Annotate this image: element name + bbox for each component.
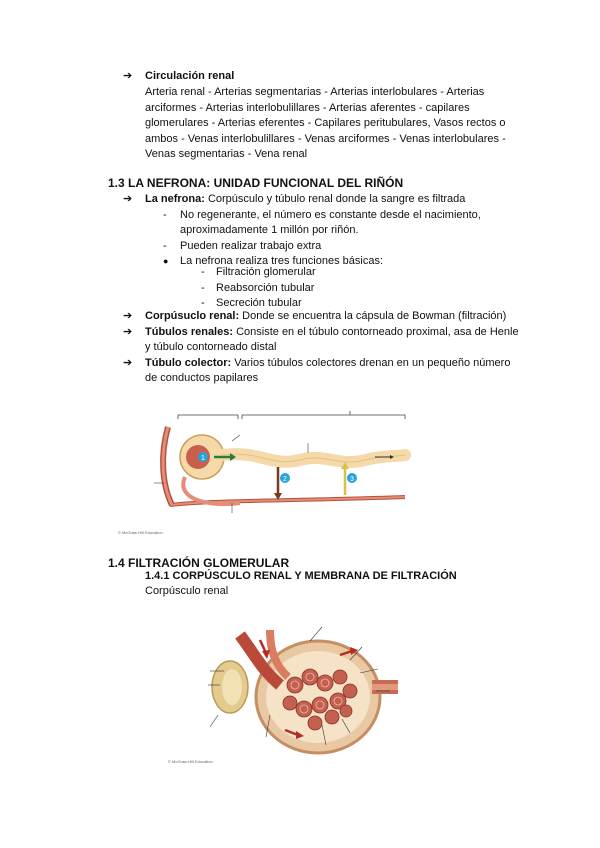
nefrona-item: La nefrona: Corpúsculo y túbulo renal donde la sangre es filtrada bbox=[145, 193, 466, 205]
circulacion-line-2: arciformes - Arterias interlobulillares - Arterias aferentes - capilares bbox=[145, 101, 470, 114]
dot-bullet-icon: ● bbox=[163, 256, 169, 266]
circulacion-line-4: ambos - Venas interlobulillares - Venas arciformes - Venas interlobulares - bbox=[145, 132, 506, 145]
marker-1: 1 bbox=[201, 455, 205, 462]
figure-2-caption: Corpúsculo renal bbox=[145, 585, 229, 597]
bullet-arrow-icon: ➔ bbox=[123, 325, 133, 338]
bullet-arrow-icon: ➔ bbox=[123, 193, 133, 205]
dash-bullet: - bbox=[163, 239, 167, 252]
bullet-arrow-icon: ➔ bbox=[123, 70, 133, 82]
figure-1-credit: © McGraw-Hill Education bbox=[118, 530, 163, 535]
bullet-arrow-icon: ➔ bbox=[123, 310, 133, 322]
function-2: Reabsorción tubular bbox=[216, 281, 315, 294]
renal-corpuscle-diagram bbox=[200, 615, 400, 765]
function-3: Secreción tubular bbox=[216, 297, 302, 309]
nefrona-sub-1-line-1: No regenerante, el número es constante desde el nacimiento, bbox=[180, 208, 481, 221]
subsection-heading-1-4-1: 1.4.1 CORPÚSCULO RENAL Y MEMBRANA DE FILTRACIÓN bbox=[145, 570, 457, 582]
dash-bullet: - bbox=[201, 297, 205, 309]
marker-3: 3 bbox=[350, 476, 354, 483]
colector-item: Túbulo colector: Varios túbulos colectores drenan en un pequeño número bbox=[145, 356, 511, 369]
nefrona-sub-1-line-2: aproximadamente 1 millón por riñón. bbox=[180, 224, 359, 236]
dash-bullet: - bbox=[201, 266, 205, 278]
tubulos-item-line-2: y túbulo contorneado distal bbox=[145, 341, 277, 353]
nefrona-sub-3: La nefrona realiza tres funciones básicas: bbox=[180, 255, 384, 267]
circulacion-line-1: Arteria renal - Arterias segmentarias - Arterias interlobulares - Arterias bbox=[145, 86, 485, 98]
circulacion-title: Circulación renal bbox=[145, 70, 235, 82]
marker-2: 2 bbox=[283, 476, 287, 483]
nefrona-sub-2: Pueden realizar trabajo extra bbox=[180, 239, 322, 252]
tubulos-item: Túbulos renales: Consiste en el túbulo contorneado proximal, asa de Henle bbox=[145, 325, 519, 338]
section-heading-1-4: 1.4 FILTRACIÓN GLOMERULAR bbox=[108, 556, 290, 570]
corpusculo-item: Corpúsuclo renal: Donde se encuentra la cápsula de Bowman (filtración) bbox=[145, 310, 507, 322]
bullet-arrow-icon: ➔ bbox=[123, 356, 133, 369]
circulacion-line-5: Venas segmentarias - Vena renal bbox=[145, 148, 308, 160]
nephron-diagram bbox=[150, 405, 415, 530]
colector-item-line-2: de conductos papilares bbox=[145, 372, 259, 384]
figure-2-credit: © McGraw-Hill Education bbox=[168, 759, 213, 764]
circulacion-line-3: glomerulares - Arterias eferentes - Capilares peritubulares, Vasos rectos o bbox=[145, 117, 506, 129]
dash-bullet: - bbox=[201, 281, 205, 294]
dash-bullet: - bbox=[163, 208, 167, 221]
function-1: Filtración glomerular bbox=[216, 266, 316, 278]
section-heading-1-3: 1.3 LA NEFRONA: UNIDAD FUNCIONAL DEL RIÑÓN bbox=[108, 176, 404, 190]
